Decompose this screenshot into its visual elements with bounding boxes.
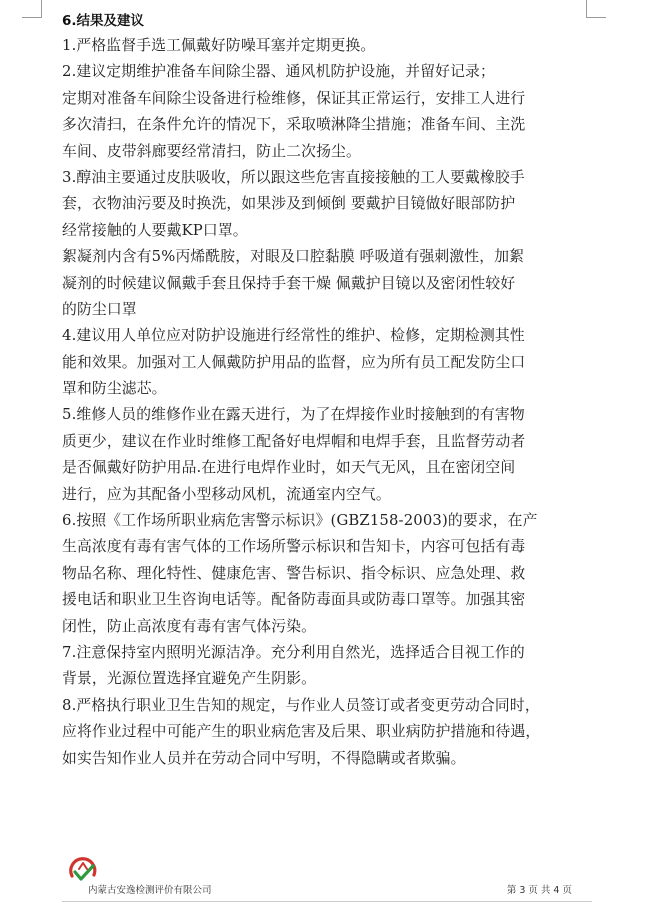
text-line: 7.注意保持室内照明光源洁净。充分利用自然光，选择适合目视工作的: [62, 643, 525, 661]
text-line: 能和效果。加强对工人佩戴防护用品的监督，应为所有员工配发防尘口: [62, 353, 526, 371]
text-line: 凝剂的时候建议佩戴手套且保持手套干燥 佩戴护目镜以及密闭性较好: [62, 274, 516, 292]
text-line: 定期对准备车间除尘设备进行检维修，保证其正常运行，安排工人进行: [62, 89, 526, 107]
text-line: 生高浓度有毒有害气体的工作场所警示标识和告知卡，内容可包括有毒: [62, 538, 526, 556]
section-heading: 6.结果及建议: [62, 13, 145, 29]
text-line: 是否佩戴好防护用品.在进行电焊作业时，如天气无风，且在密闭空间: [62, 459, 516, 477]
text-line: 应将作业过程中可能产生的职业病危害及后果、职业病防护措施和待遇，: [62, 723, 541, 741]
text-line: 絮凝剂内含有5%丙烯酰胺，对眼及口腔黏膜 呼吸道有强刺激性，加絮: [62, 248, 525, 266]
page-number: 第 3 页 共 4 页: [506, 885, 572, 896]
text-line: 进行，应为其配备小型移动风机，流通室内空气。: [62, 485, 391, 503]
page-footer: [62, 855, 592, 905]
text-line: 的防尘口罩: [62, 300, 137, 318]
text-line: 多次清扫，在条件允许的情况下，采取喷淋降尘措施；准备车间、主洗: [62, 116, 526, 134]
text-line: 经常接触的人要戴KP口罩。: [62, 221, 248, 239]
text-line: 闭性，防止高浓度有毒有害气体污染。: [62, 617, 317, 635]
crop-mark-top-left-h: [22, 17, 42, 18]
text-line: 5.维修人员的维修作业在露天进行，为了在焊接作业时接触到的有害物: [62, 406, 525, 424]
crop-mark-top-left-v: [41, 0, 42, 18]
text-line: 6.按照《工作场所职业病危害警示标识》(GBZ158-2003)的要求，在产: [62, 512, 538, 530]
text-line: 物品名称、理化特性、健康危害、警告标识、指令标识、应急处理、救: [62, 564, 526, 582]
text-line: 套，衣物油污要及时换洗，如果涉及到倾倒 要戴护目镜做好眼部防护: [62, 195, 516, 213]
text-line: 1.严格监督手选工佩戴好防噪耳塞并定期更换。: [62, 37, 376, 54]
text-line: 背景，光源位置选择宜避免产生阴影。: [62, 670, 317, 688]
text-line: 质更少，建议在作业时维修工配备好电焊帽和电焊手套，且监督劳动者: [62, 432, 526, 450]
text-line: 援电话和职业卫生咨询电话等。配备防毒面具或防毒口罩等。加强其密: [62, 591, 526, 609]
text-line: 罩和防尘滤芯。: [62, 380, 167, 398]
text-line: 8.严格执行职业卫生告知的规定，与作业人员签订或者变更劳动合同时，: [62, 696, 540, 714]
company-logo-icon: [66, 855, 100, 885]
document-body: [62, 10, 592, 772]
text-line: 如实告知作业人员并在劳动合同中写明，不得隐瞒或者欺骗。: [62, 749, 466, 767]
text-line: 车间、皮带斜廊要经常清扫，防止二次扬尘。: [62, 142, 361, 160]
company-name: 内蒙古安逸检测评价有限公司: [88, 885, 212, 896]
text-line: 4.建议用人单位应对防护设施进行经常性的维护、检修，定期检测其性: [62, 327, 525, 345]
text-line: 2.建议定期维护准备车间除尘器、通风机防护设施，并留好记录；: [62, 63, 495, 81]
text-line: 3.醇油主要通过皮肤吸收，所以跟这些危害直接接触的工人要戴橡胶手: [62, 168, 525, 186]
footer-divider: [62, 901, 592, 902]
